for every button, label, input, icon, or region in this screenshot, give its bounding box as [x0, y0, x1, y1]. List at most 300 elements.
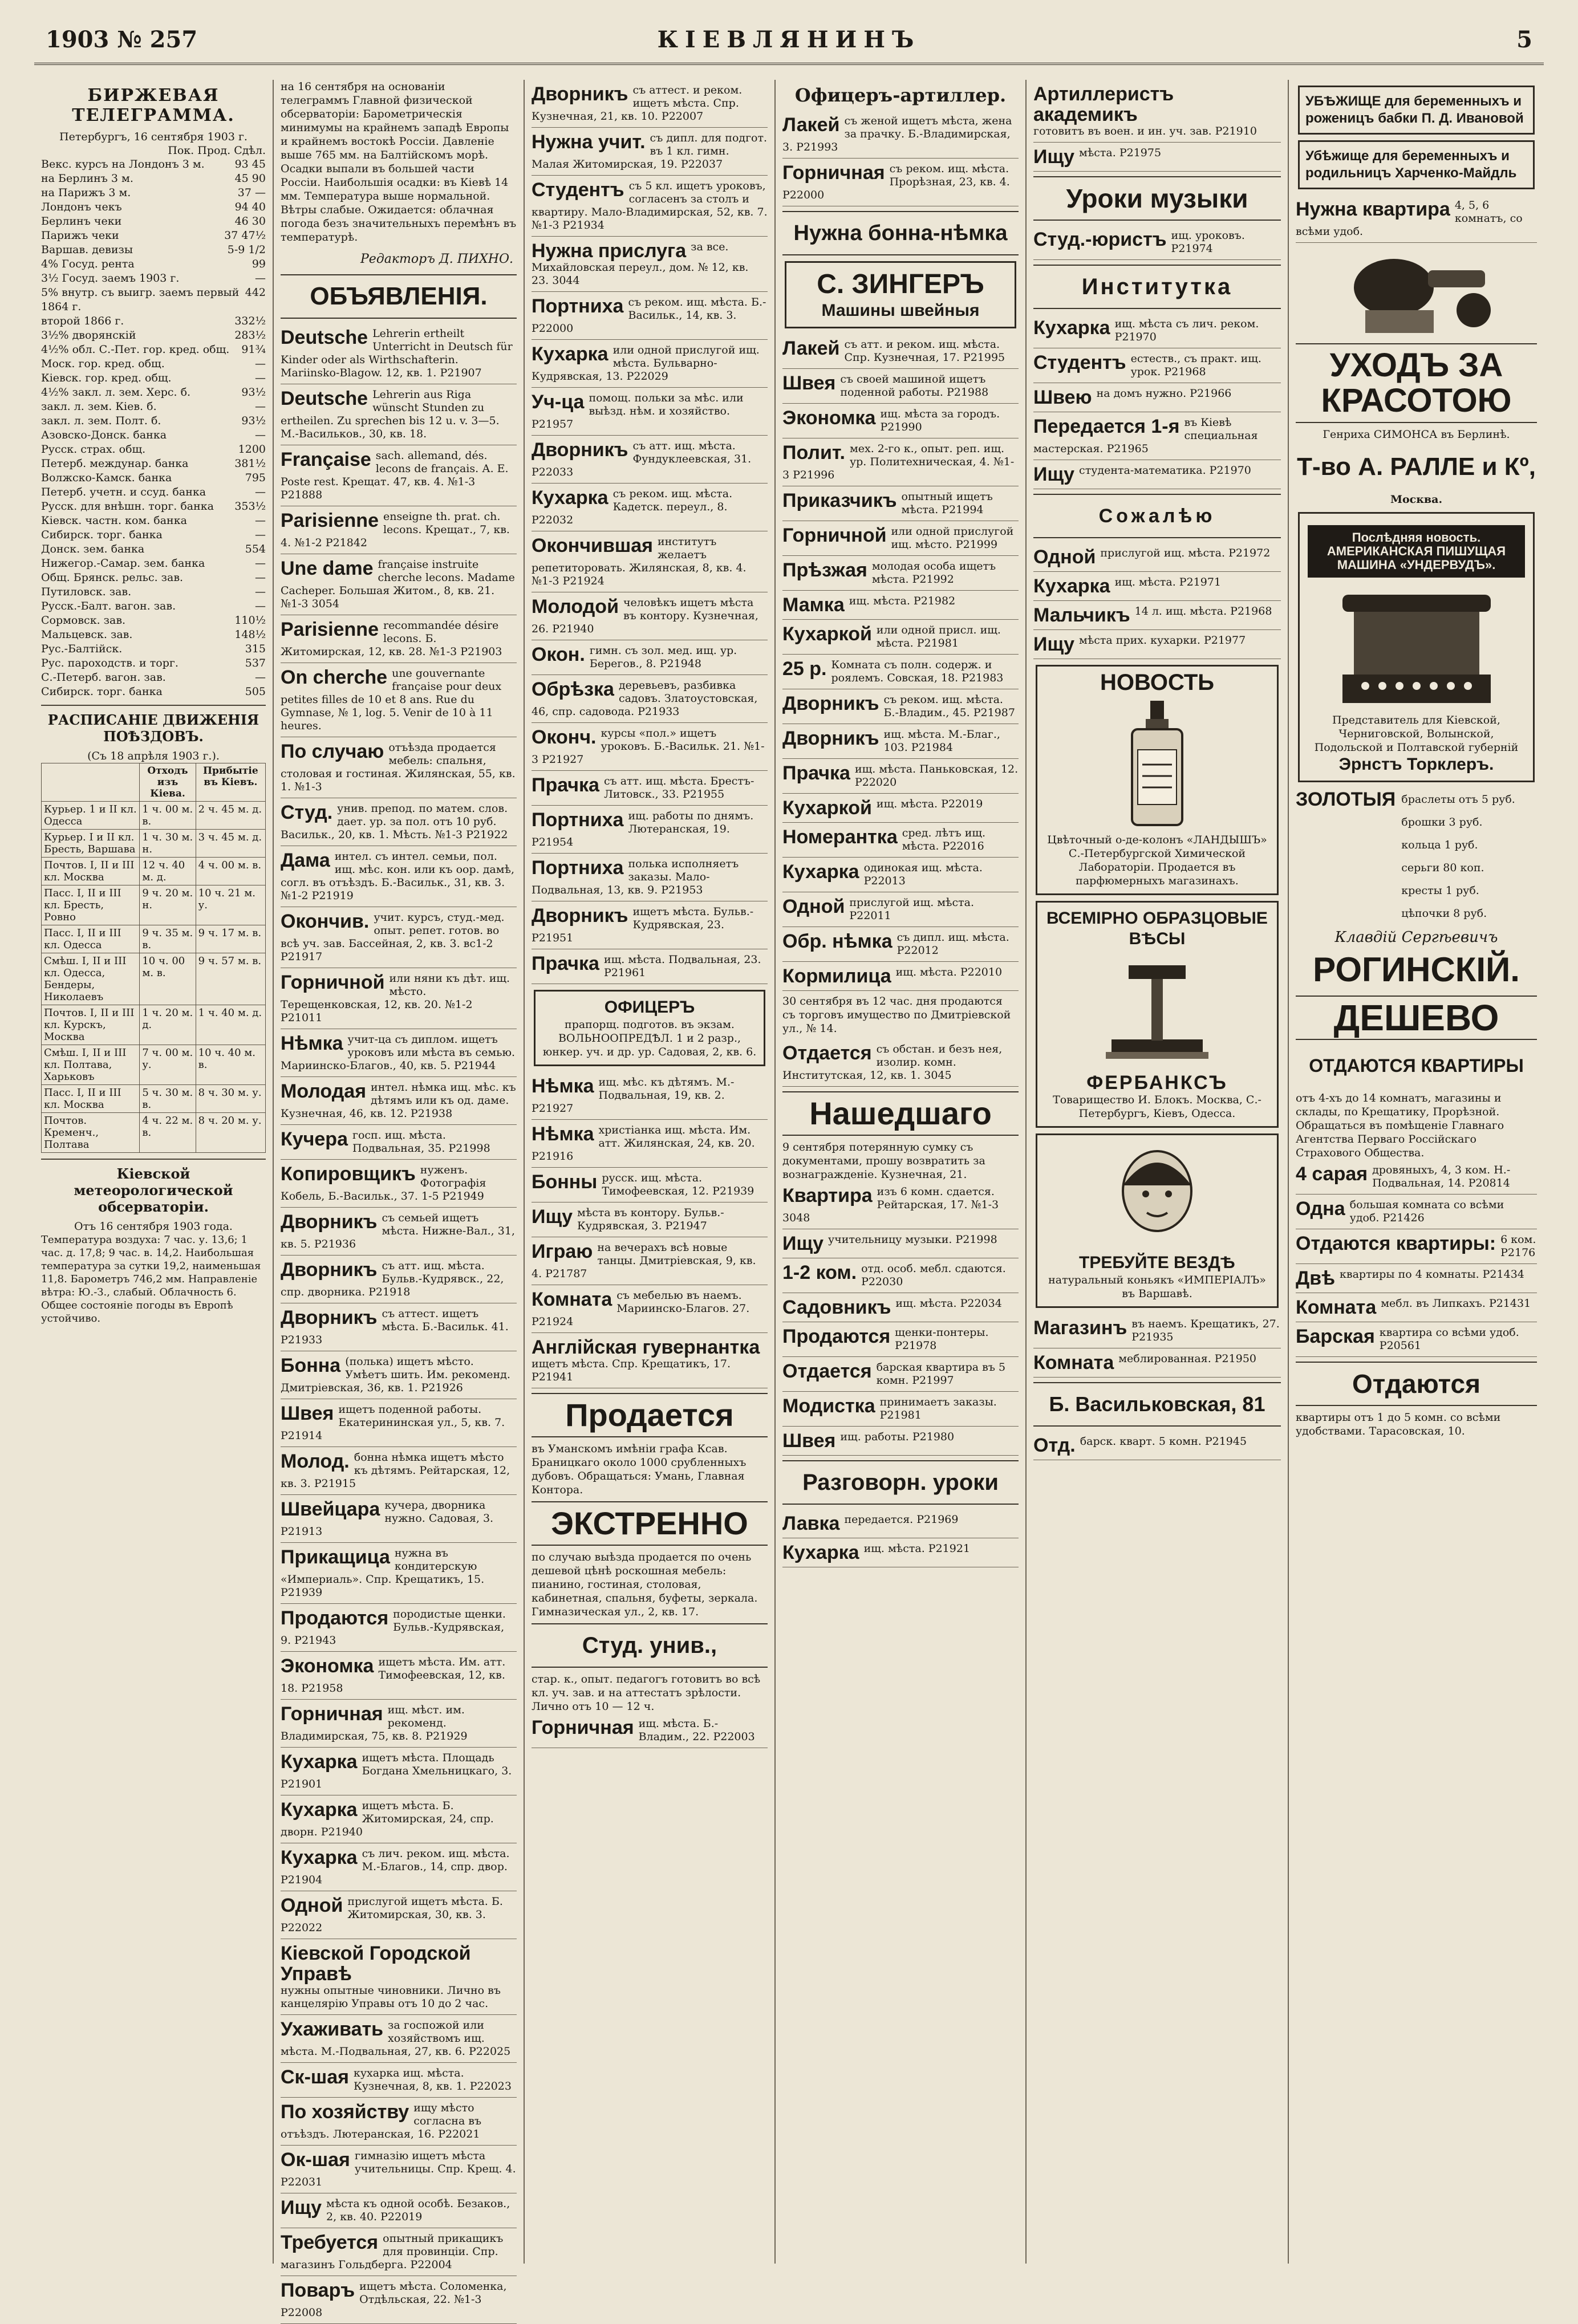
ad-text: кухарка ищ. мѣста. Кузнечная, 8, кв. 1. Р22023	[353, 2067, 512, 2093]
train-cell: Смѣш. I, II и III кл. Одесса, Бендеры, Николаевъ	[42, 953, 140, 1005]
ads-list	[1033, 225, 1281, 260]
ad-item	[782, 1357, 1019, 1392]
sale-heading: Продается	[532, 1393, 768, 1437]
ad-key: Одной	[1033, 546, 1096, 568]
ad-item	[1033, 543, 1281, 572]
exchange-label: Петерб. междунар. банка	[41, 457, 189, 470]
ad-text: ищ. мѣста. Р21982	[849, 595, 956, 607]
exchange-row	[41, 514, 266, 528]
exchange-value: —	[255, 514, 266, 527]
ad-text: принимаетъ заказы. Р21981	[879, 1396, 997, 1421]
ad-item	[281, 1399, 517, 1447]
ad-text: съ мебелью въ наемъ. Мариинско-Благов. 27. Р21924	[532, 1289, 750, 1328]
ad-key: Кучера	[281, 1128, 348, 1150]
ad-item	[782, 404, 1019, 438]
ad-item	[281, 1495, 517, 1543]
train-cell: Почтов. Кременч., Полтава	[42, 1113, 140, 1153]
train-cell: 7 ч. 00 м. у.	[140, 1045, 196, 1085]
train-cell: 9 ч. 20 м. н.	[140, 885, 196, 925]
train-cell: 1 ч. 20 м. д.	[140, 1005, 196, 1045]
exchange-row	[41, 485, 266, 499]
ad-text: ищетъ мѣста. Б. Житомирская, 24, спр. дворн. Р21940	[281, 1799, 494, 1838]
exchange-value: 45 90	[234, 172, 266, 185]
gold-item: браслеты отъ 5 руб.	[1401, 793, 1515, 806]
ad-text: мѣста въ контору. Бульв.-Кудрявская, 3. Р21947	[577, 1206, 724, 1232]
cheap-text: отъ 4-хъ до 14 комнатъ, магазины и склады, по Крещатику, Прорѣзной. Обращаться въ помѣщеніе Главнаго Агентства Перваго Россійскаго Страхового Общества.	[1296, 1092, 1504, 1159]
ad-item	[532, 388, 768, 436]
telegram-text: на 16 сентября на основаніи телеграммъ Главной физической обсерваторіи: Барометрическія минимумы на крайнемъ западѣ Европы и крайнемъ востокѣ Россіи. Давленіе выше 765 мм. на Балтійскомъ морѣ. Осадки выпали въ большей части Россіи. Наибольшія осадки: въ Кіевѣ 14 мм. Температура выше нормальной. Вѣтры слабые. Ожидается: облачная погода безъ значительныхъ перемѣнъ въ температурѣ.	[281, 80, 517, 243]
ad-key: Одна	[1296, 1198, 1345, 1220]
perfume-bottle-icon	[1123, 697, 1191, 828]
exchange-label: Донск. зем. банка	[41, 543, 145, 555]
ad-text: 6 ком. Р2176	[1500, 1233, 1536, 1259]
ad-item	[281, 554, 517, 615]
ad-item	[782, 620, 1019, 655]
exchange-row	[41, 628, 266, 642]
singer-sub: Машины швейныя	[821, 301, 980, 320]
ad-text: sach. allemand, dés. lecons de français. А. Е. Poste rest. Крещат. 47, кв. 4. №1-3 Р21888	[281, 449, 509, 501]
ad-key: Кухарка	[782, 1542, 859, 1563]
exchange-label: Волжско-Камск. банка	[41, 472, 172, 484]
exchange-value: —	[255, 557, 266, 570]
ad-item	[281, 2228, 517, 2276]
ad-key: Лавка	[782, 1513, 840, 1534]
ad-key: Двѣ	[1296, 1267, 1336, 1289]
exchange-value: 795	[245, 472, 266, 484]
exchange-value: 332½	[234, 315, 266, 327]
newspaper-title: КІЕВЛЯНИНЪ	[657, 26, 921, 53]
ad-key: Кухарка	[1033, 575, 1110, 597]
ad-key: On cherche	[281, 667, 388, 688]
ad-key: Прачка	[782, 762, 850, 784]
ad-text: ищ. мѣста. М.-Благ., 103. Р21984	[883, 728, 1000, 754]
ad-text: за госпожой или хозяйствомъ ищ. мѣста. М.-Подвальная, 27, кв. 6. Р22025	[281, 2019, 511, 2058]
exchange-label: 4% Госуд. рента	[41, 258, 135, 270]
ad-key: Кухарка	[782, 861, 859, 883]
exchange-label: Общ. Брянск. рельс. зав.	[41, 571, 184, 584]
ad-item	[782, 892, 1019, 927]
exchange-value: 315	[245, 643, 266, 655]
exchange-label: Рус.-Балтійск.	[41, 643, 123, 655]
ad-item	[281, 1256, 517, 1303]
issue-number: 1903 № 257	[46, 26, 198, 53]
ads-list	[1033, 1314, 1281, 1378]
exchange-value: 93½	[241, 415, 266, 427]
ad-text: съ атт. ищ. мѣста. Брестъ-Литовск., 33. Р21955	[603, 775, 754, 801]
typewriter-rep: Эрнстъ Торклеръ.	[1338, 755, 1494, 774]
ad-item	[532, 901, 768, 949]
exchange-label: закл. л. зем. Полт. б.	[41, 415, 161, 427]
exchange-row	[41, 656, 266, 671]
ad-text: барская квартира въ 5 комн. Р21997	[876, 1361, 1006, 1387]
column-ads-5	[1027, 80, 1289, 2264]
exchange-value: 93 45	[234, 158, 266, 170]
ad-text: гимназію ищетъ мѣста учительницы. Спр. Крещ. 4. Р22031	[281, 2150, 516, 2188]
singer-ad	[785, 261, 1016, 328]
gold-item: цѣпочки 8 руб.	[1401, 907, 1487, 920]
ad-item	[782, 1392, 1019, 1427]
beauty-firm: Т-во А. РАЛЛЕ и Кº,	[1297, 453, 1536, 481]
ad-key: Модистка	[782, 1395, 875, 1417]
exchange-row	[41, 613, 266, 628]
ad-key: Студентъ	[1033, 352, 1126, 373]
ad-key: Горничная	[281, 1703, 383, 1725]
ad-key: Дворникъ	[532, 83, 628, 105]
exchange-row	[41, 186, 266, 200]
ad-item	[532, 675, 768, 723]
ad-item	[782, 369, 1019, 404]
editor-line: Редакторъ Д. ПИХНО.	[360, 252, 513, 266]
ad-key: Комната	[1296, 1297, 1377, 1318]
train-cell: 1 ч. 00 м. в.	[140, 802, 196, 830]
ad-text: естеств., съ практ. ищ. урок. Р21968	[1130, 352, 1261, 378]
ad-key: Англійская гувернантка	[532, 1336, 760, 1358]
cheap-sub: ОТДАЮТСЯ КВАРТИРЫ	[1309, 1055, 1524, 1076]
exchange-value: 5-9 1/2	[227, 243, 266, 256]
gold-heading: ЗОЛОТЫЯ	[1296, 789, 1396, 810]
ad-item	[532, 1333, 768, 1388]
ad-key: Кормилица	[782, 965, 891, 987]
ad-item	[1296, 1194, 1537, 1229]
ad-text: полька исполняетъ заказы. Мало-Подвальная, 13, кв. 9. Р21953	[532, 858, 739, 896]
ad-key: Горничной	[281, 972, 385, 993]
ad-key: Студ.	[281, 802, 333, 823]
exchange-label: Сормовск. зав.	[41, 614, 126, 627]
scale-icon	[1094, 954, 1220, 1068]
ads-list	[1296, 1160, 1537, 1357]
train-row	[42, 802, 266, 830]
ad-key: Дворникъ	[782, 693, 879, 714]
ad-text: или одной прислугой ищ. мѣсто. Р21999	[891, 525, 1014, 551]
exchange-label: Векс. курсъ на Лондонъ 3 м.	[41, 158, 205, 170]
ad-text: съ семьей ищетъ мѣста. Нижне-Вал., 31, кв. 5. Р21936	[281, 1212, 515, 1250]
train-col-header	[42, 763, 140, 802]
officer-ad	[534, 990, 765, 1066]
ad-key: Нѣмка	[281, 1033, 343, 1054]
ad-item	[532, 484, 768, 531]
ad-key: Ищу	[1033, 464, 1075, 485]
exchange-label: Путиловск. зав.	[41, 586, 132, 598]
ad-item	[281, 2063, 517, 2098]
ad-key: Parisienne	[281, 619, 379, 640]
ad-text: съ дипл. для подгот. въ 1 кл. гимн. Малая Житомирская, 19. Р22037	[532, 132, 768, 170]
ad-text: съ реком. ищ. мѣста. Кадетск. переул., 8. Р22032	[532, 487, 733, 526]
ad-text: барск. кварт. 5 комн. Р21945	[1080, 1435, 1247, 1448]
ad-text: française instruite cherche lecons. Madame Cacheper. Большая Житом., 8, кв. 21. №1-3 3054	[281, 558, 515, 610]
shelter-heading: УБѢЖИЩЕ для беременныхъ и роженицъ бабки П. Д. Ивановой	[1305, 94, 1524, 126]
ads-list	[1033, 1431, 1281, 1460]
ad-item	[281, 1208, 517, 1256]
ad-text: на домъ нужно. Р21966	[1096, 387, 1232, 400]
ad-key: Комната	[532, 1289, 612, 1310]
ad-item	[281, 1652, 517, 1700]
ad-key: Кухарка	[532, 487, 609, 509]
ad-item	[281, 2098, 517, 2146]
ad-item	[782, 655, 1019, 689]
train-cell: Курьер. I и II кл. Бресть, Варшава	[42, 830, 140, 858]
exchange-value: 93½	[241, 386, 266, 399]
ad-item	[782, 1229, 1019, 1258]
scale-brand: ФЕРБАНКСЪ	[1086, 1072, 1228, 1094]
column-ads-2	[274, 80, 525, 2319]
ads-list	[782, 111, 1019, 206]
ad-item	[1033, 1314, 1281, 1348]
ad-key: Продаются	[782, 1326, 891, 1347]
column-ads-6	[1289, 80, 1544, 2264]
ads-list	[1033, 80, 1281, 172]
ad-text: меблированная. Р21950	[1118, 1352, 1257, 1365]
ad-key: Нужна прислуга	[532, 240, 687, 262]
beauty-heading: УХОДЪ ЗА КРАСОТОЮ	[1296, 343, 1537, 423]
exchange-row	[41, 457, 266, 471]
ad-key: Нѣмка	[532, 1123, 594, 1145]
ad-key: Горничная	[782, 162, 885, 184]
weather-sub: Отъ 16 сентября 1903 года.	[74, 1220, 233, 1233]
ad-item	[1033, 143, 1281, 172]
ad-key: Parisienne	[281, 510, 379, 531]
exchange-value: 505	[245, 685, 266, 698]
exchange-value: 46 30	[234, 215, 266, 227]
ad-text: ищ. мѣста. Подвальная, 23. Р21961	[603, 953, 761, 979]
ad-key: Ищу	[782, 1233, 824, 1254]
exchange-row	[41, 200, 266, 214]
exchange-row	[41, 257, 266, 271]
ads-list	[1033, 543, 1281, 659]
ad-text: учит-ца съ диплом. ищетъ уроковъ или мѣста въ семью. Мариинско-Благов., 40, кв. 5. Р21944	[281, 1033, 516, 1072]
exchange-value: 554	[245, 543, 266, 555]
ad-text: съ атт. и реком. ищ. мѣста. Спр. Кузнечная, 17. Р21995	[844, 338, 1005, 364]
exchange-value: 537	[245, 657, 266, 669]
ad-text: (полька) ищетъ мѣсто. Умѣетъ шить. Им. рекоменд. Дмитріевская, 36, кв. 1. Р21926	[281, 1355, 510, 1394]
ad-text: курсы «пол.» ищетъ уроковъ. Б.-Васильк. 21. №1-3 Р21927	[532, 727, 765, 766]
ad-text: квартира со всѣми удоб. Р20561	[1379, 1326, 1519, 1352]
ad-key: Швею	[1033, 387, 1092, 408]
ad-item	[281, 1160, 517, 1208]
ad-text: человѣкъ ищетъ мѣста въ контору. Кузнечная, 26. Р21940	[532, 596, 758, 635]
steamer-apparatus-icon	[1331, 247, 1502, 339]
exchange-row	[41, 385, 266, 400]
ad-key: Магазинъ	[1033, 1317, 1127, 1339]
ad-item	[281, 323, 517, 384]
train-row	[42, 830, 266, 858]
ad-item	[532, 1285, 768, 1333]
ad-key: Квартира	[782, 1185, 873, 1206]
ad-item	[532, 592, 768, 640]
ad-item	[532, 854, 768, 901]
ad-text: съ аттест. ищетъ мѣста. Б.-Васильк. 41. Р21933	[281, 1307, 509, 1346]
train-col-header: Отходъ изъ Кіева.	[140, 763, 196, 802]
ad-key: Ищу	[281, 2197, 322, 2219]
ad-key: Передается 1-я	[1033, 416, 1180, 437]
exchange-label: Русск. страх. общ.	[41, 443, 146, 456]
exchange-value: 381½	[234, 457, 266, 470]
ad-item	[281, 1795, 517, 1843]
ad-key: Портниха	[532, 857, 624, 879]
exchange-label: С.-Петерб. вагон. зав.	[41, 671, 166, 684]
ad-item	[782, 486, 1019, 521]
exchange-label: Варшав. девизы	[41, 243, 133, 256]
ad-text: нужна въ кондитерскую «Империаль». Спр. Крещатикъ, 15. Р21939	[281, 1547, 485, 1599]
exchange-date: Петербургъ, 16 сентября 1903 г.	[59, 131, 248, 143]
ad-item	[1296, 1229, 1537, 1264]
ad-item	[532, 237, 768, 292]
ad-item	[782, 759, 1019, 794]
ad-item	[281, 1843, 517, 1891]
ad-key: Копировщикъ	[281, 1163, 416, 1185]
train-cell: Смѣш. I, II и III кл. Полтава, Харьковъ	[42, 1045, 140, 1085]
column-exchange	[34, 80, 274, 2264]
ad-text: съ атт. ищ. мѣста. Фундуклеевская, 31. Р22033	[532, 440, 752, 478]
ad-item	[782, 1293, 1019, 1322]
officer-heading: ОФИЦЕРЪ	[604, 998, 695, 1017]
ad-key: Лакей	[782, 114, 840, 136]
ad-item	[281, 1939, 517, 2015]
exchange-row	[41, 528, 266, 542]
ad-item	[782, 1509, 1019, 1538]
ad-item	[1296, 1322, 1537, 1357]
column-ads-3	[525, 80, 776, 2264]
train-cell: Почтов. I, II и III кл. Курскъ, Москва	[42, 1005, 140, 1045]
ad-key: Кухарка	[532, 343, 609, 365]
ad-text: ищ. мѣста. Р21921	[863, 1542, 971, 1555]
ad-text: госп. ищ. мѣста. Подвальная, 35. Р21998	[352, 1129, 490, 1155]
exchange-value: 99	[251, 258, 266, 270]
ad-key: Барская	[1296, 1326, 1375, 1347]
ad-text: ищ. работы. Р21980	[840, 1431, 955, 1443]
exchange-label: 5% внутр. съ выигр. заемъ первый 1864 г.	[41, 286, 240, 313]
ad-text: или няни къ дѣт. ищ. мѣсто. Терещенковская, 12, кв. 20. №1-2 Р21011	[281, 972, 510, 1024]
ad-text: ищетъ мѣста. Бульв.-Кудрявская, 23. Р21951	[532, 905, 754, 944]
ad-text: породистые щенки. Бульв.-Кудрявская, 9. Р21943	[281, 1608, 506, 1647]
ad-item	[782, 724, 1019, 759]
ad-text: дровяныхъ, 4, 3 ком. Н.-Подвальная, 14. Р20814	[1372, 1164, 1511, 1189]
ad-text: прислугой ищ. мѣста. Р22011	[849, 896, 975, 922]
ad-text: съ реком. ищ. мѣста. Прорѣзная, 23, кв. 4. Р22000	[782, 162, 1010, 201]
train-cell: 8 ч. 20 м. у.	[196, 1113, 265, 1153]
train-row	[42, 858, 266, 885]
exchange-label: закл. л. зем. Кіев. б.	[41, 400, 157, 413]
train-cell: 9 ч. 17 м. в.	[196, 925, 265, 953]
ad-item	[532, 949, 768, 984]
ad-text: учит. курсъ, студ.-мед. опыт. репет. готов. во всѣ уч. зав. Бассейная, 2, кв. 3. вс1-2 Р21917	[281, 911, 505, 963]
ad-key: Прачка	[532, 953, 599, 974]
ad-item	[782, 556, 1019, 591]
train-cell: 4 ч. 22 м. в.	[140, 1113, 196, 1153]
train-cell: 2 ч. 45 м. д.	[196, 802, 265, 830]
exchange-label: Моск. гор. кред. общ.	[41, 357, 165, 370]
ad-text: квартиры по 4 комнаты. Р21434	[1340, 1268, 1524, 1281]
ad-text: интел. съ интел. семьи, пол. ищ. мѣс. кон. или къ оор. дамѣ, согл. въ отъѣздъ. Б.-Васильк., 31, кв. 3. №1-2 Р21919	[281, 850, 515, 902]
ad-key: Окончившая	[532, 535, 653, 556]
ad-item	[281, 1077, 517, 1125]
exchange-value: 1200	[238, 443, 266, 456]
gold-items	[1401, 788, 1515, 925]
exchange-label: Азовско-Донск. банка	[41, 429, 167, 441]
ad-key: Полит.	[782, 442, 845, 464]
ad-text: ищ. уроковъ. Р21974	[1171, 229, 1245, 255]
ad-item	[1033, 1431, 1281, 1460]
exchange-row	[41, 172, 266, 186]
ad-key: Артиллеристъ академикъ	[1033, 83, 1174, 125]
exchange-value: 353½	[234, 500, 266, 513]
urgent-heading: ЭКСТРЕННО	[532, 1501, 768, 1546]
ad-item	[782, 927, 1019, 962]
ad-text: гимн. съ зол. мед. ищ. ур. Берегов., 8. Р21948	[589, 644, 737, 670]
ad-item	[281, 1543, 517, 1604]
exchange-value: —	[255, 600, 266, 612]
exchange-row	[41, 229, 266, 243]
ad-item	[782, 1039, 1019, 1087]
music-heading: Уроки музыки	[1033, 176, 1281, 221]
ad-key: Кухарка	[281, 1751, 358, 1773]
ad-key: Поваръ	[281, 2280, 355, 2301]
ad-item	[782, 438, 1019, 486]
ad-text: изъ 6 комн. сдается. Рейтарская, 17. №1-3 3048	[782, 1185, 999, 1224]
ad-item	[532, 1237, 768, 1285]
train-cell: Пасс. I, II и III кл. Одесса	[42, 925, 140, 953]
address-heading: Б. Васильковская, 81	[1033, 1382, 1281, 1427]
ad-key: Одной	[782, 896, 845, 917]
ad-text: на вечерахъ всѣ новые танцы. Дмитріевская, 9, кв. 4. Р21787	[532, 1241, 756, 1280]
ad-key: Уч-ца	[532, 391, 585, 413]
ad-text: мех. 2-го к., опыт. реп. ищ. ур. Политехническая, 4. №1-3 Р21996	[782, 442, 1015, 481]
portrait-illustration-icon	[1083, 1145, 1231, 1248]
exchange-row	[41, 671, 266, 685]
ad-key: 25 р.	[782, 658, 827, 680]
ad-item	[1033, 314, 1281, 348]
exchange-label: Петерб. учетн. и ссуд. банка	[41, 486, 206, 498]
ad-item	[532, 1168, 768, 1202]
train-row	[42, 1113, 266, 1153]
beauty-city: Москва.	[1390, 493, 1443, 506]
ad-text: съ дипл. ищ. мѣста. Р22012	[897, 931, 1009, 957]
ad-text: съ лич. реком. ищ. мѣста. М.-Благов., 14, спр. двор. Р21904	[281, 1847, 510, 1886]
typewriter-icon	[1331, 583, 1502, 709]
ad-text: Lehrerin ertheilt Unterricht in Deutsch für Kinder oder als Wirthschafterin. Mariinsko-Blagow. 12, кв. 1. Р21907	[281, 327, 513, 379]
shelter-ad-2	[1298, 140, 1535, 189]
ad-key: Швея	[281, 1403, 334, 1424]
trains-sub: (Съ 18 апрѣля 1903 г.).	[87, 750, 220, 762]
student-heading: Студ. унив.,	[532, 1623, 768, 1668]
train-row	[42, 953, 266, 1005]
ad-key: Портниха	[532, 295, 624, 317]
ad-key: Кухарка	[1033, 317, 1110, 339]
ad-item	[532, 1120, 768, 1168]
ad-text: une gouvernante française pour deux petites filles de 10 et 8 ans. Rue du Gymnase, № 1, log. 5. Venir de 10 à 11 heures.	[281, 667, 502, 732]
ad-item	[281, 2015, 517, 2063]
exchange-row	[41, 471, 266, 485]
typewriter-heading: Послѣдняя новость. АМЕРИКАНСКАЯ ПИШУЩАЯ МАШИНА «УНДЕРВУДЪ».	[1308, 525, 1525, 578]
weather-text: Температура воздуха: 7 час. у. 13,6; 1 час. д. 17,8; 9 час. в. 14,2. Наибольшая температура за сутки 19,2, наименьшая 11,8. Барометръ 746,2 мм. Направленіе вѣтра: Ю.-З., слабый. Облачность 6. Общее состояніе погоды въ Европѣ устойчиво.	[41, 1234, 261, 1324]
exchange-label: Рус. пароходств. и торг.	[41, 657, 179, 669]
ad-text: кучера, дворника нужно. Садовая, 3. Р21913	[281, 1499, 494, 1538]
exchange-row	[41, 585, 266, 599]
exchange-row	[41, 542, 266, 556]
exchange-value: 110½	[234, 614, 266, 627]
bonna-heading: Нужна бонна-нѣмка	[782, 211, 1019, 255]
train-row	[42, 925, 266, 953]
ad-item	[281, 506, 517, 554]
ad-item	[782, 962, 1019, 991]
ad-item	[1296, 1293, 1537, 1322]
train-cell: 9 ч. 57 м. в.	[196, 953, 265, 1005]
ad-key: Прѣзжая	[782, 559, 867, 581]
train-cell: Пасс. I, II и III кл. Бресть, Ровно	[42, 885, 140, 925]
exchange-value: 442	[245, 286, 266, 299]
ad-key: Портниха	[532, 809, 624, 831]
exchange-row	[41, 556, 266, 571]
train-cell: 10 ч. 21 м. у.	[196, 885, 265, 925]
